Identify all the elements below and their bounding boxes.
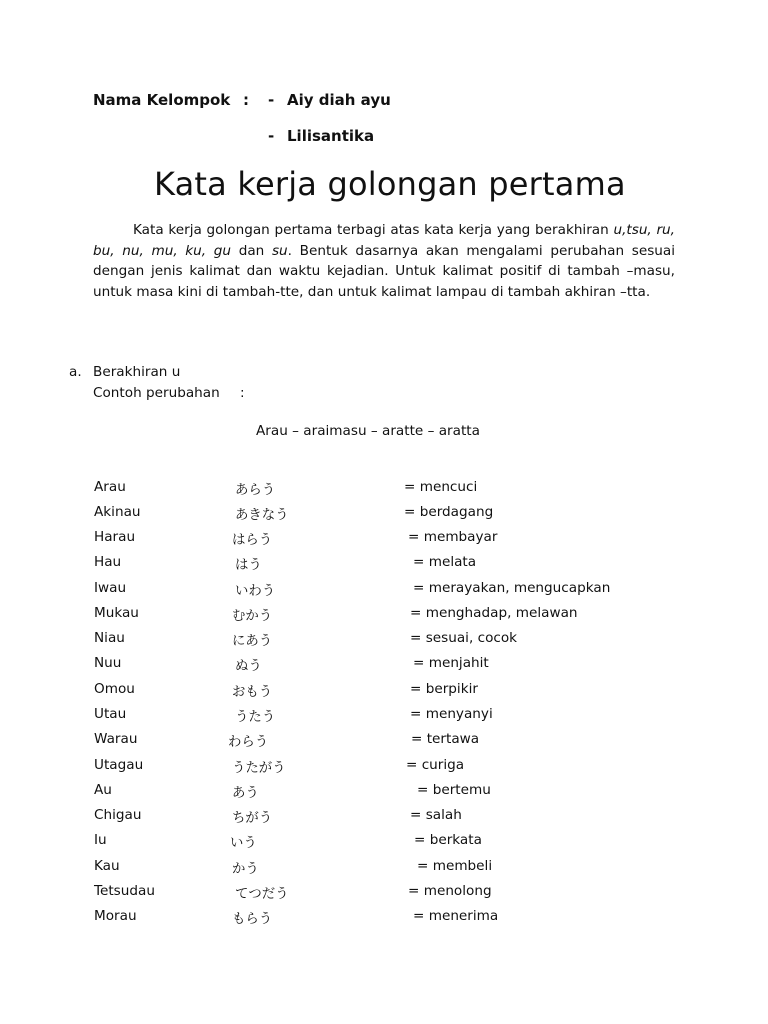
vocab-row: [0, 630, 768, 652]
vocab-kana: もらう: [232, 912, 273, 927]
vocab-row: [0, 908, 768, 930]
vocab-meaning: = menyanyi: [410, 706, 493, 722]
vocab-romaji: Tetsudau: [94, 883, 155, 899]
vocab-romaji: Kau: [94, 858, 120, 874]
intro-endings: u,tsu, ru, bu, nu, mu, ku, gu: [93, 222, 675, 259]
vocab-row: [0, 883, 768, 905]
vocab-romaji: Au: [94, 782, 112, 798]
vocab-row: [0, 580, 768, 602]
vocab-romaji: Warau: [94, 731, 138, 747]
vocab-row: [0, 757, 768, 779]
vocab-row: [0, 807, 768, 829]
vocab-kana: いわう: [235, 584, 276, 599]
vocab-romaji: Nuu: [94, 655, 122, 671]
vocab-kana: あきなう: [235, 508, 289, 523]
intro-ending-last: su: [271, 242, 288, 259]
vocab-meaning: = berdagang: [404, 504, 494, 520]
member-dash-2: -: [268, 127, 275, 145]
vocab-meaning: = sesuai, cocok: [410, 630, 518, 646]
vocab-kana: むかう: [232, 609, 273, 624]
vocab-romaji: Mukau: [94, 605, 139, 621]
intro-text-1: Kata kerja golongan pertama terbagi atas kata kerja yang berakhiran: [133, 222, 614, 238]
section-heading: Berakhiran u: [93, 364, 181, 380]
vocab-row: [0, 529, 768, 551]
member-dash-1: -: [268, 91, 275, 109]
conjugation-example: Arau – araimasu – aratte – aratta: [256, 423, 480, 439]
vocab-kana: はらう: [232, 533, 273, 548]
vocab-meaning: = menerima: [413, 908, 499, 924]
vocab-meaning: = curiga: [406, 757, 465, 773]
vocab-kana: てつだう: [235, 887, 289, 902]
vocab-row: [0, 479, 768, 501]
vocab-romaji: Niau: [94, 630, 125, 646]
vocab-kana: あらう: [235, 483, 276, 498]
group-colon: :: [243, 91, 249, 109]
vocab-meaning: = membeli: [417, 858, 493, 874]
vocab-kana: ぬう: [235, 659, 262, 674]
vocab-meaning: = berkata: [414, 832, 482, 848]
vocab-kana: ちがう: [232, 811, 273, 826]
vocab-meaning: = tertawa: [411, 731, 480, 747]
vocab-row: [0, 554, 768, 576]
vocab-meaning: = merayakan, mengucapkan: [413, 580, 611, 596]
vocab-meaning: = membayar: [408, 529, 498, 545]
vocab-romaji: Omou: [94, 681, 135, 697]
intro-text-2: dan: [231, 242, 272, 259]
vocab-romaji: Chigau: [94, 807, 142, 823]
vocab-row: [0, 681, 768, 703]
vocab-romaji: Utagau: [94, 757, 144, 773]
vocab-kana: うたう: [235, 710, 276, 725]
vocab-row: [0, 605, 768, 627]
vocab-kana: にあう: [232, 634, 273, 649]
vocab-kana: あう: [232, 786, 259, 801]
vocab-meaning: = mencuci: [404, 479, 478, 495]
member-name-2: Lilisantika: [287, 127, 375, 145]
vocab-romaji: Iwau: [94, 580, 127, 596]
section-marker: a.: [69, 364, 82, 380]
vocab-kana: はう: [235, 558, 262, 573]
vocab-meaning: = melata: [413, 554, 477, 570]
vocab-romaji: Harau: [94, 529, 136, 545]
vocab-meaning: = menolong: [408, 883, 492, 899]
vocab-romaji: Iu: [94, 832, 107, 848]
vocab-row: [0, 832, 768, 854]
example-label: Contoh perubahan: [93, 385, 220, 401]
vocab-kana: かう: [232, 862, 259, 877]
vocab-row: [0, 858, 768, 880]
vocab-row: [0, 504, 768, 526]
vocab-romaji: Arau: [94, 479, 126, 495]
vocab-meaning: = menghadap, melawan: [410, 605, 578, 621]
member-name-1: Aiy diah ayu: [287, 91, 391, 109]
vocab-kana: わらう: [228, 735, 269, 750]
vocab-meaning: = menjahit: [413, 655, 489, 671]
vocab-romaji: Akinau: [94, 504, 141, 520]
vocab-kana: うたがう: [232, 761, 286, 776]
vocab-meaning: = salah: [410, 807, 462, 823]
example-colon: :: [240, 385, 245, 401]
vocab-kana: おもう: [232, 685, 273, 700]
vocab-row: [0, 731, 768, 753]
page-title: Kata kerja golongan pertama: [154, 165, 626, 203]
vocab-row: [0, 782, 768, 804]
vocab-romaji: Hau: [94, 554, 122, 570]
intro-text-3: . Bentuk dasarnya akan mengalami perubahan sesuai dengan jenis kalimat dan waktu kejadian. Untuk kalimat positif di tambah –masu, untuk masa kini di tambah-tte, dan untuk kalimat lampau di tambah akhiran –tta.: [93, 242, 676, 300]
vocab-row: [0, 706, 768, 728]
vocab-row: [0, 655, 768, 677]
intro-paragraph: [93, 220, 675, 302]
vocab-kana: いう: [230, 836, 257, 851]
vocab-romaji: Utau: [94, 706, 127, 722]
vocab-meaning: = berpikir: [410, 681, 478, 697]
vocab-meaning: = bertemu: [417, 782, 491, 798]
group-label: Nama Kelompok: [93, 91, 231, 109]
vocab-romaji: Morau: [94, 908, 137, 924]
